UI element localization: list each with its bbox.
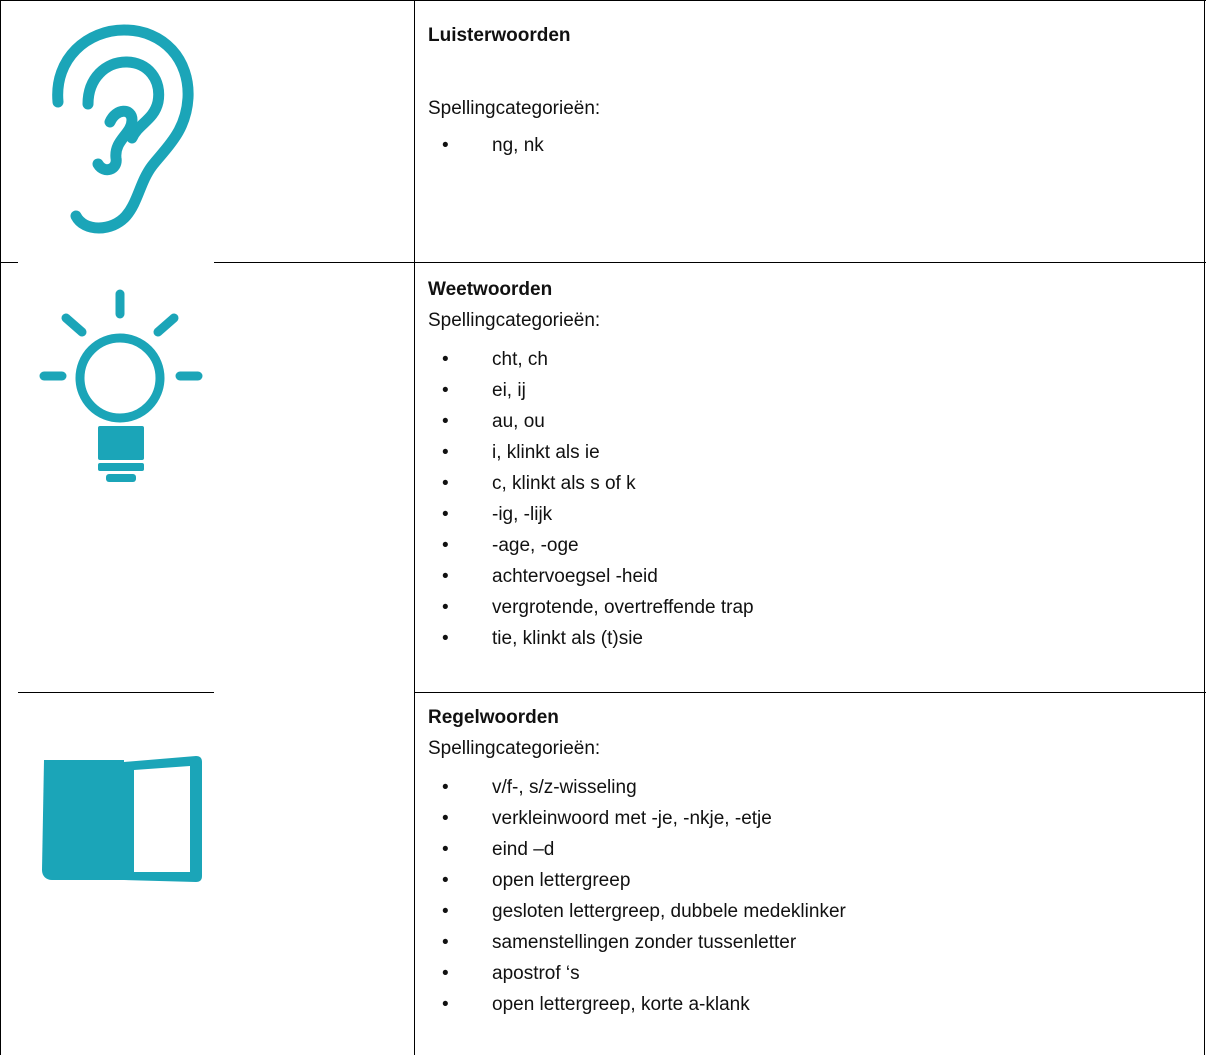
- list-item: • gesloten lettergreep, dubbele medeklinker: [492, 896, 1198, 927]
- list-item: • -age, -oge: [492, 530, 1198, 561]
- row-divider: [414, 692, 1206, 693]
- category-label: Spellingcategorieën:: [428, 738, 601, 759]
- list-item: • verkleinwoord met -je, -nkje, -etje: [492, 803, 1198, 834]
- table-border-left: [0, 0, 1, 1055]
- list-item: • samenstellingen zonder tussenletter: [492, 927, 1198, 958]
- list-item: • eind –d: [492, 834, 1198, 865]
- row-weetwoorden: [428, 274, 1198, 654]
- list-item: • open lettergreep: [492, 865, 1198, 896]
- list-item: • i, klinkt als ie: [492, 437, 1198, 468]
- category-list: [428, 130, 1198, 161]
- list-item: • -ig, -lijk: [492, 499, 1198, 530]
- list-item: • ng, nk: [492, 130, 1198, 161]
- table-border-top: [0, 0, 1206, 1]
- category-title: Luisterwoorden: [428, 25, 571, 46]
- list-item: • cht, ch: [492, 344, 1198, 375]
- category-list: [428, 344, 1198, 654]
- category-label: Spellingcategorieën:: [428, 310, 601, 331]
- row-luisterwoorden: [428, 20, 1198, 161]
- row-divider: [18, 692, 214, 693]
- row-divider: [214, 262, 1206, 263]
- category-label: Spellingcategorieën:: [428, 98, 601, 119]
- list-item: • ei, ij: [492, 375, 1198, 406]
- book-icon: [36, 752, 208, 888]
- lightbulb-icon: [36, 286, 206, 492]
- list-item: • c, klinkt als s of k: [492, 468, 1198, 499]
- category-title: Weetwoorden: [428, 279, 553, 300]
- list-item: • v/f-, s/z-wisseling: [492, 772, 1198, 803]
- table-column-divider: [414, 0, 415, 1055]
- row-regelwoorden: [428, 702, 1198, 1020]
- list-item: • tie, klinkt als (t)sie: [492, 623, 1198, 654]
- category-list: [428, 772, 1198, 1020]
- list-item: • achtervoegsel -heid: [492, 561, 1198, 592]
- list-item: • open lettergreep, korte a-klank: [492, 989, 1198, 1020]
- row-divider: [0, 262, 18, 263]
- category-title: Regelwoorden: [428, 707, 559, 728]
- list-item: • vergrotende, overtreffende trap: [492, 592, 1198, 623]
- list-item: • au, ou: [492, 406, 1198, 437]
- table-border-right: [1204, 0, 1205, 1055]
- list-item: • apostrof ‘s: [492, 958, 1198, 989]
- ear-icon: [40, 20, 200, 242]
